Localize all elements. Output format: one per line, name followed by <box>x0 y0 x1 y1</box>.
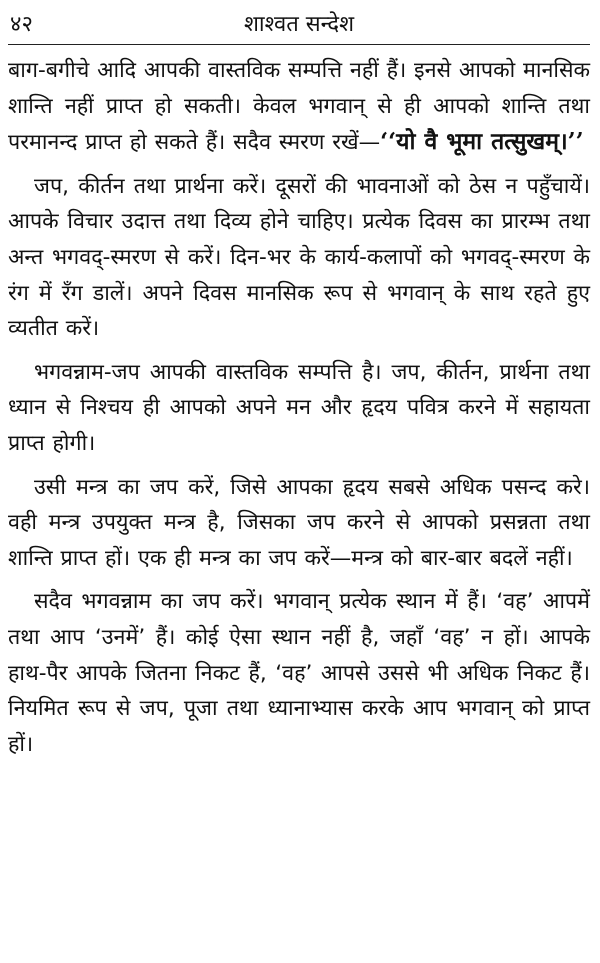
page-number: ४२ <box>10 12 33 37</box>
paragraph-1 <box>8 53 590 161</box>
paragraph-2: जप, कीर्तन तथा प्रार्थना करें। दूसरों की भावनाओं को ठेस न पहुँचायें। आपके विचार उदात्त तथा दिव्य होने चाहिए। प्रत्येक दिवस का प्रारम्भ तथा अन्त भगवद्-स्मरण से करें। दिन-भर के कार्य-कलापों को भगवद्-स्मरण के रंग में रँग डालें। अपने दिवस मानसिक रूप से भगवान् के साथ रहते हुए व्यतीत करें। <box>8 173 590 342</box>
paragraph-3: भगवन्नाम-जप आपकी वास्तविक सम्पत्ति है। जप, कीर्तन, प्रार्थना तथा ध्यान से निश्चय ही आपको अपने मन और हृदय पवित्र करने में सहायता प्राप्त होगी। <box>8 359 590 456</box>
running-title: शाश्वत सन्देश <box>243 12 355 37</box>
page-body <box>8 53 590 762</box>
paragraph-4: उसी मन्त्र का जप करें, जिसे आपका हृदय सबसे अधिक पसन्द करे। वही मन्त्र उपयुक्त मन्त्र है, जिसका जप करने से आपको प्रसन्नता तथा शान्ति प्राप्त हों। एक ही मन्त्र का जप करें—मन्त्र को बार-बार बदलें नहीं। <box>8 474 590 571</box>
page-header <box>8 4 590 45</box>
sanskrit-quote: ‘‘यो वै भूमा तत्सुखम्।’’ <box>380 128 584 156</box>
paragraph-5: सदैव भगवन्नाम का जप करें। भगवान् प्रत्येक स्थान में हैं। ‘वह’ आपमें तथा आप ‘उनमें’ हैं। कोई ऐसा स्थान नहीं है, जहाँ ‘वह’ न हों। आपके हाथ-पैर आपके जितना निकट हैं, ‘वह’ आपसे उससे भी अधिक निकट हैं। नियमित रूप से जप, पूजा तथा ध्यानाभ्यास करके आप भगवान् को प्राप्त हों। <box>8 589 590 757</box>
paragraph-1-text: बाग-बगीचे आदि आपकी वास्तविक सम्पत्ति नहीं हैं। इनसे आपको मानसिक शान्ति नहीं प्राप्त हो सकती। केवल भगवान् से ही आपको शान्ति तथा परमानन्द प्राप्त हो सकते हैं। सदैव स्मरण रखें— <box>8 58 590 156</box>
